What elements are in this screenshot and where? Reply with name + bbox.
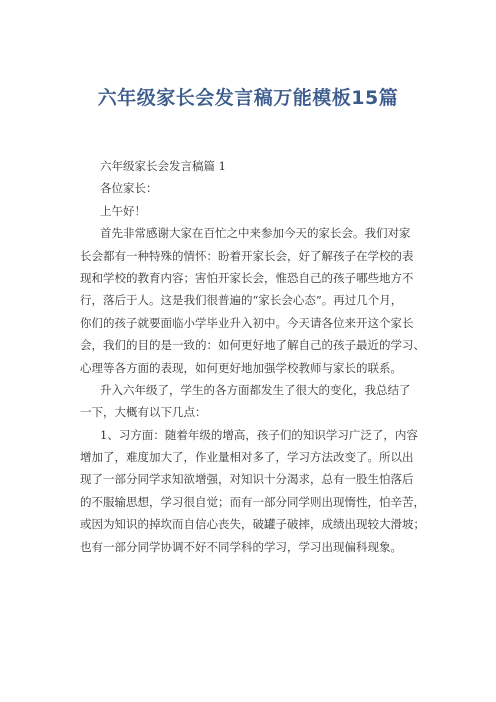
body-line: 现了一部分同学求知欲增强，对知识十分渴求，总有一股生怕落后: [80, 472, 414, 487]
body-line: 心理等各方面的表现，如何更好地加强学校教师与家长的联系。: [80, 360, 402, 375]
body-line: 增加了，难度加大了，作业量相对多了，学习方法改变了。所以出: [80, 450, 414, 465]
body-line: 首先非常感谢大家在百忙之中来参加今天的家长会。我们对家: [100, 226, 411, 241]
body-line: 长会都有一种特殊的情怀：盼着开家长会，好了解孩子在学校的表: [80, 248, 414, 263]
body-line: 六年级家长会发言稿篇 1: [100, 159, 226, 173]
body-line: 上午好！: [100, 203, 146, 218]
body-line: 会，我们的目的是一致的：如何更好地了解自己的孩子最近的学习、: [80, 338, 425, 353]
body-line: 1、习方面：随着年级的增高，孩子们的知识学习广泛了，内容: [100, 427, 418, 442]
body-line: 或因为知识的掉坎而自信心丧失，破罐子破摔，成绩出现较大滑坡；: [80, 517, 425, 532]
document-body: [80, 155, 432, 558]
body-line: 的不服输思想，学习很自觉；而有一部分同学则出现惰性，怕辛苦，: [80, 494, 425, 509]
body-line: 现和学校的教育内容；害怕开家长会，惟恐自己的孩子哪些地方不: [80, 270, 414, 285]
body-line: 各位家长：: [100, 181, 158, 196]
body-line: 行，落后于人。这是我们很普遍的“家长会心态”。再过几个月，: [80, 293, 403, 308]
body-line: 也有一部分同学协调不好不同学科的学习，学习出现偏科现象。: [80, 539, 402, 554]
body-line: 你们的孩子就要面临小学毕业升入初中。今天请各位来开这个家长: [80, 315, 414, 330]
document-title: 六年级家长会发言稿万能模板15篇: [97, 87, 399, 109]
body-line: 一下，大概有以下几点：: [80, 405, 207, 420]
body-line: 升入六年级了，学生的各方面都发生了很大的变化，我总结了: [100, 382, 411, 397]
